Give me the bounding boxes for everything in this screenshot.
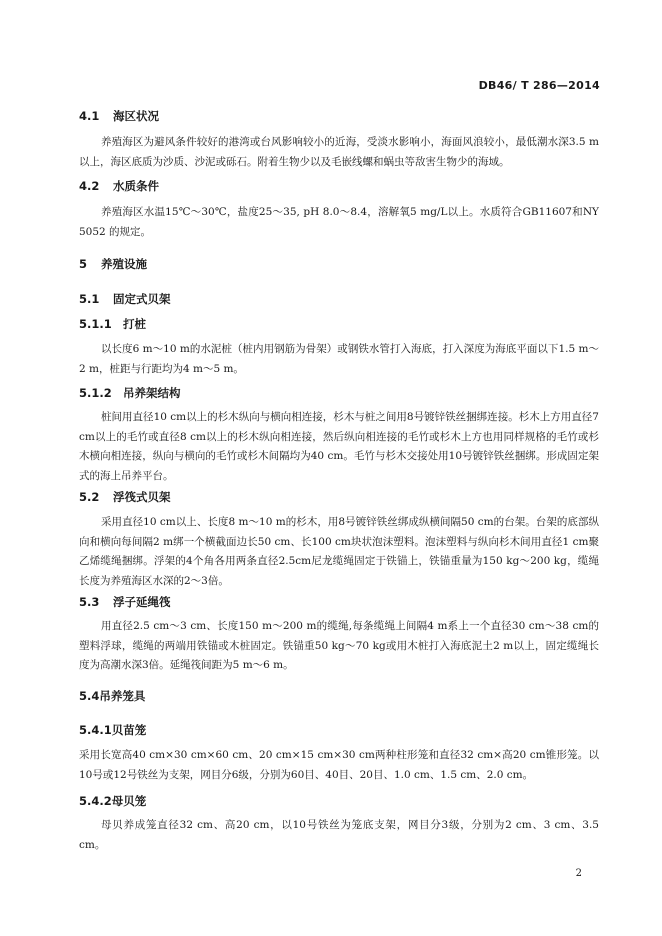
paragraph-seedling-cage: 采用长宽高40 cm×30 cm×60 cm、20 cm×15 cm×30 cm两种柱形笼和直径32 cm×高20 cm锥形笼。以10号或12号铁丝为支架，网目分6级，分别为60目、40目、20目、1.0 cm、1.5 cm、2.0 cm。 bbox=[79, 749, 599, 781]
paragraph-water-quality: 养殖海区水温15℃～30℃，盐度25～35, pH 8.0～8.4，溶解氧5 mg/L以上。水质符合GB11607和NY 5052 的规定。 bbox=[79, 206, 599, 238]
section-title: 浮子延绳筏 bbox=[113, 595, 171, 609]
section-title: 吊养架结构 bbox=[123, 386, 181, 400]
section-heading-5-1-1 bbox=[79, 316, 146, 332]
section-title: 养殖设施 bbox=[101, 257, 148, 271]
document-code: DB46/ T 286—2014 bbox=[478, 79, 600, 92]
section-title: 贝苗笼 bbox=[111, 723, 147, 737]
section-number: 4.2 bbox=[79, 179, 100, 193]
section-title: 海区状况 bbox=[113, 109, 160, 123]
section-number: 5.4.1 bbox=[79, 723, 112, 737]
section-heading-5-3 bbox=[79, 594, 171, 610]
section-number: 5.1 bbox=[79, 292, 100, 306]
section-title: 打桩 bbox=[123, 317, 147, 331]
section-number: 5.1.1 bbox=[79, 317, 112, 331]
section-title: 水质条件 bbox=[113, 179, 160, 193]
section-title: 浮筏式贝架 bbox=[113, 490, 171, 504]
paragraph-sea-area: 养殖海区为避风条件较好的港湾或台风影响较小的近海，受淡水影响小，海面风浪较小，最低潮水深3.5 m以上，海区底质为沙质、沙泥或砾石。附着生物少以及毛嵌线螺和蜗虫等敌害生物少的海域。 bbox=[79, 136, 599, 168]
section-heading-5-4-1 bbox=[79, 722, 146, 738]
section-heading-5-1 bbox=[79, 291, 171, 307]
page-number: 2 bbox=[575, 868, 582, 879]
paragraph-longline: 用直径2.5 cm～3 cm、长度150 m～200 m的缆绳,每条缆绳上间隔4 m系上一个直径30 cm～38 cm的塑料浮球，缆绳的两端用铁锚或木桩固定。铁锚重50 kg～70 kg或用木桩打入海底泥土2 m以上，固定缆绳长度为高潮水深3倍。延绳筏间距为5 m～6 m。 bbox=[79, 620, 599, 671]
section-heading-5-2 bbox=[79, 489, 171, 505]
section-title: 吊养笼具 bbox=[99, 689, 146, 703]
section-heading-5-1-2 bbox=[79, 385, 181, 401]
section-heading-5-4 bbox=[79, 688, 145, 704]
section-number: 5.2 bbox=[79, 490, 100, 504]
section-title: 母贝笼 bbox=[111, 794, 147, 808]
section-number: 5.4.2 bbox=[79, 794, 112, 808]
section-heading-5 bbox=[79, 256, 147, 272]
section-number: 5.3 bbox=[79, 595, 100, 609]
section-number: 5 bbox=[79, 257, 88, 271]
paragraph-raft-frame: 采用直径10 cm以上、长度8 m～10 m的杉木，用8号镀锌铁丝绑成纵横间隔50 cm的台架。台架的底部纵向和横向每间隔2 m绑一个横截面边长50 cm、长100 cm块状泡沫塑料。泡沫塑料与纵向杉木间用直径1 cm聚乙烯缆绳捆绑。浮架的4个角各用两条直径2.5cm尼龙缆绳固定于铁锚上，铁锚重量为150 kg～200 kg，缆绳长度为养殖海区水深的2～3倍。 bbox=[79, 516, 599, 587]
section-title: 固定式贝架 bbox=[113, 292, 171, 306]
section-heading-5-4-2 bbox=[79, 793, 146, 809]
section-heading-4-1 bbox=[79, 108, 159, 124]
section-number: 5.1.2 bbox=[79, 386, 112, 400]
paragraph-frame-structure: 桩间用直径10 cm以上的杉木纵向与横向相连接，杉木与桩之间用8号镀锌铁丝捆绑连接。杉木上方用直径7 cm以上的毛竹或直径8 cm以上的杉木纵向相连接，然后纵向相连接的毛竹或杉木上方也用同样规格的毛竹或杉木横向相连接，纵向与横向的毛竹或杉木间隔均为40 cm。毛竹与杉木交接处用10号镀锌铁丝捆绑。形成固定架式的海上吊养平台。 bbox=[79, 411, 599, 482]
paragraph-piling: 以长度6 m～10 m的水泥桩（桩内用钢筋为骨架）或钢铁水管打入海底，打入深度为海底平面以下1.5 m～2 m，桩距与行距均为4 m～5 m。 bbox=[79, 343, 599, 375]
section-heading-4-2 bbox=[79, 178, 159, 194]
paragraph-mother-cage: 母贝养成笼直径32 cm、高20 cm，以10号铁丝为笼底支架，网目分3级，分别为2 cm、3 cm、3.5 cm。 bbox=[79, 819, 599, 851]
section-number: 4.1 bbox=[79, 109, 100, 123]
section-number: 5.4 bbox=[79, 689, 100, 703]
